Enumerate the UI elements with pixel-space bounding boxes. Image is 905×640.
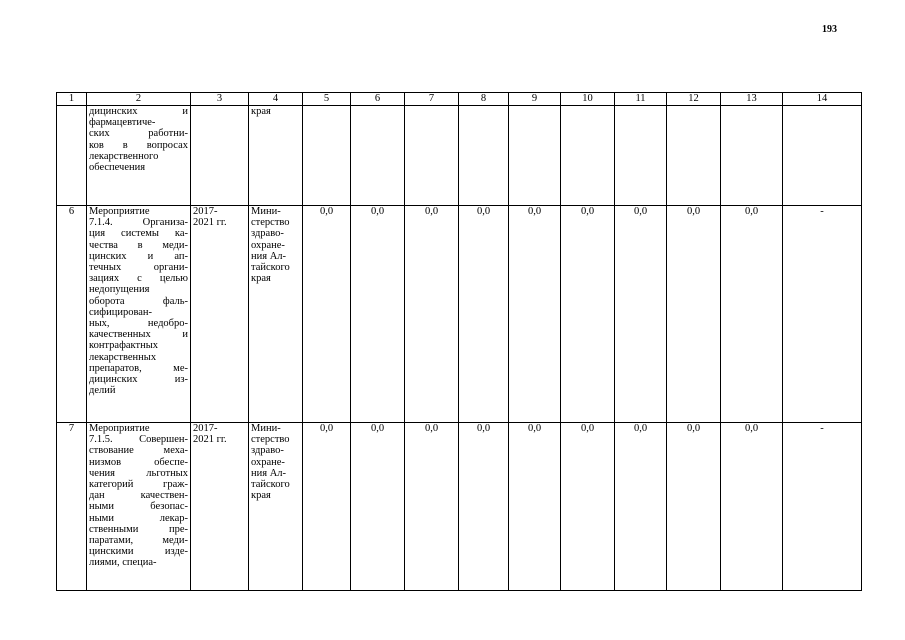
column-header: 13 (721, 93, 783, 106)
value-cell: 0,0 (509, 206, 561, 423)
text-line: препаратов, ме- (89, 362, 188, 374)
value-cell: 0,0 (459, 206, 509, 423)
value-cell (405, 106, 459, 206)
text-line: Мероприятие (89, 423, 150, 434)
text-line: ными лекар- (89, 512, 188, 524)
header-row (57, 93, 862, 106)
value-cell: 0,0 (561, 423, 615, 591)
value-cell: 0,0 (615, 423, 667, 591)
period-cell (191, 423, 249, 591)
value-cell: 0,0 (459, 423, 509, 591)
text-line: обеспечения (89, 162, 146, 174)
value-cell: 0,0 (721, 423, 783, 591)
period-cell (191, 106, 249, 206)
text-line: охране- (251, 456, 285, 468)
text-line: ков в вопросах (89, 139, 188, 151)
value-cell: 0,0 (351, 206, 405, 423)
column-header: 9 (509, 93, 561, 106)
text-line: 2021 гг. (193, 434, 227, 446)
text-line: низмов обеспе- (89, 456, 188, 468)
page-number: 193 (822, 24, 837, 35)
value-cell (721, 106, 783, 206)
text-line: Мини- (251, 206, 281, 217)
column-header: 7 (405, 93, 459, 106)
table-row (57, 206, 862, 423)
text-line: ния Ал- (251, 250, 287, 262)
value-cell: 0,0 (303, 206, 351, 423)
text-line: категорий граж- (89, 479, 188, 491)
text-line: чения льготных (89, 467, 188, 479)
text-line: 2017- (193, 423, 218, 434)
text-line: 7.1.5. Совершен- (89, 434, 188, 446)
executor-cell (249, 206, 303, 423)
indicator-cell: - (783, 206, 862, 423)
text-line: сифицирован- (89, 306, 153, 318)
text-line: ных, недобро- (89, 318, 188, 330)
value-cell: 0,0 (721, 206, 783, 423)
text-line: фармацевтиче- (89, 117, 156, 129)
indicator-cell: - (783, 423, 862, 591)
column-header: 5 (303, 93, 351, 106)
text-line: контрафактных (89, 340, 159, 352)
text-line: 7.1.4. Организа- (89, 217, 188, 229)
indicator-cell (783, 106, 862, 206)
table-row (57, 423, 862, 591)
text-line: стерство (251, 434, 290, 446)
column-header: 3 (191, 93, 249, 106)
column-header: 4 (249, 93, 303, 106)
text-line: течных органи- (89, 262, 188, 274)
row-number-cell: 7 (57, 423, 87, 591)
text-line: дицинских из- (89, 374, 188, 386)
text-line: стерство (251, 217, 290, 229)
text-line: ния Ал- (251, 467, 287, 479)
text-line: ских работни- (89, 128, 188, 140)
text-line: зациях с целью (89, 273, 188, 285)
column-header: 11 (615, 93, 667, 106)
text-line: дицинских и (89, 106, 188, 117)
value-cell: 0,0 (351, 423, 405, 591)
text-line: качественных и (89, 329, 188, 341)
measure-description-cell (87, 206, 191, 423)
text-line: тайского (251, 479, 290, 491)
value-cell: 0,0 (615, 206, 667, 423)
text-line: цинскими изде- (89, 546, 188, 558)
row-number-cell: 6 (57, 206, 87, 423)
table-row (57, 106, 862, 206)
value-cell: 0,0 (405, 206, 459, 423)
text-line: ция системы ка- (89, 228, 188, 240)
text-line: ствование меха- (89, 445, 188, 457)
value-cell: 0,0 (667, 423, 721, 591)
value-cell: 0,0 (303, 423, 351, 591)
column-header: 8 (459, 93, 509, 106)
column-header: 2 (87, 93, 191, 106)
value-cell: 0,0 (667, 206, 721, 423)
value-cell (509, 106, 561, 206)
text-line: паратами, меди- (89, 535, 188, 547)
column-header: 10 (561, 93, 615, 106)
executor-cell (249, 106, 303, 206)
text-line: лекарственного (89, 150, 159, 162)
text-line: ственными пре- (89, 523, 188, 535)
column-header: 14 (783, 93, 862, 106)
value-cell (615, 106, 667, 206)
text-line: 2021 гг. (193, 217, 227, 229)
text-line: здраво- (251, 228, 284, 240)
measure-description-cell (87, 106, 191, 206)
text-line: цинских и ап- (89, 250, 188, 262)
period-cell (191, 206, 249, 423)
text-line: ными безопас- (89, 501, 188, 513)
value-cell (303, 106, 351, 206)
measure-description-cell (87, 423, 191, 591)
text-line: края (251, 490, 271, 502)
text-line: Мероприятие (89, 206, 150, 217)
column-header: 6 (351, 93, 405, 106)
text-line: края (251, 273, 271, 285)
text-line: дан качествен- (89, 490, 188, 502)
text-line: лиями, специа- (89, 557, 157, 569)
column-header: 1 (57, 93, 87, 106)
text-line: недопущения (89, 284, 150, 296)
text-line: делий (89, 385, 116, 397)
text-line: здраво- (251, 445, 284, 457)
text-line: оборота фаль- (89, 295, 188, 307)
value-cell: 0,0 (405, 423, 459, 591)
value-cell: 0,0 (561, 206, 615, 423)
text-line: охране- (251, 239, 285, 251)
text-line: тайского (251, 262, 290, 274)
executor-cell (249, 423, 303, 591)
text-line: 2017- (193, 206, 218, 217)
value-cell (351, 106, 405, 206)
text-line: чества в меди- (89, 239, 188, 251)
value-cell (667, 106, 721, 206)
text-line: лекарственных (89, 351, 157, 363)
row-number-cell (57, 106, 87, 206)
value-cell: 0,0 (509, 423, 561, 591)
value-cell (459, 106, 509, 206)
text-line: Мини- (251, 423, 281, 434)
text-line: края (251, 106, 271, 117)
value-cell (561, 106, 615, 206)
column-header: 12 (667, 93, 721, 106)
measures-table (56, 92, 862, 591)
